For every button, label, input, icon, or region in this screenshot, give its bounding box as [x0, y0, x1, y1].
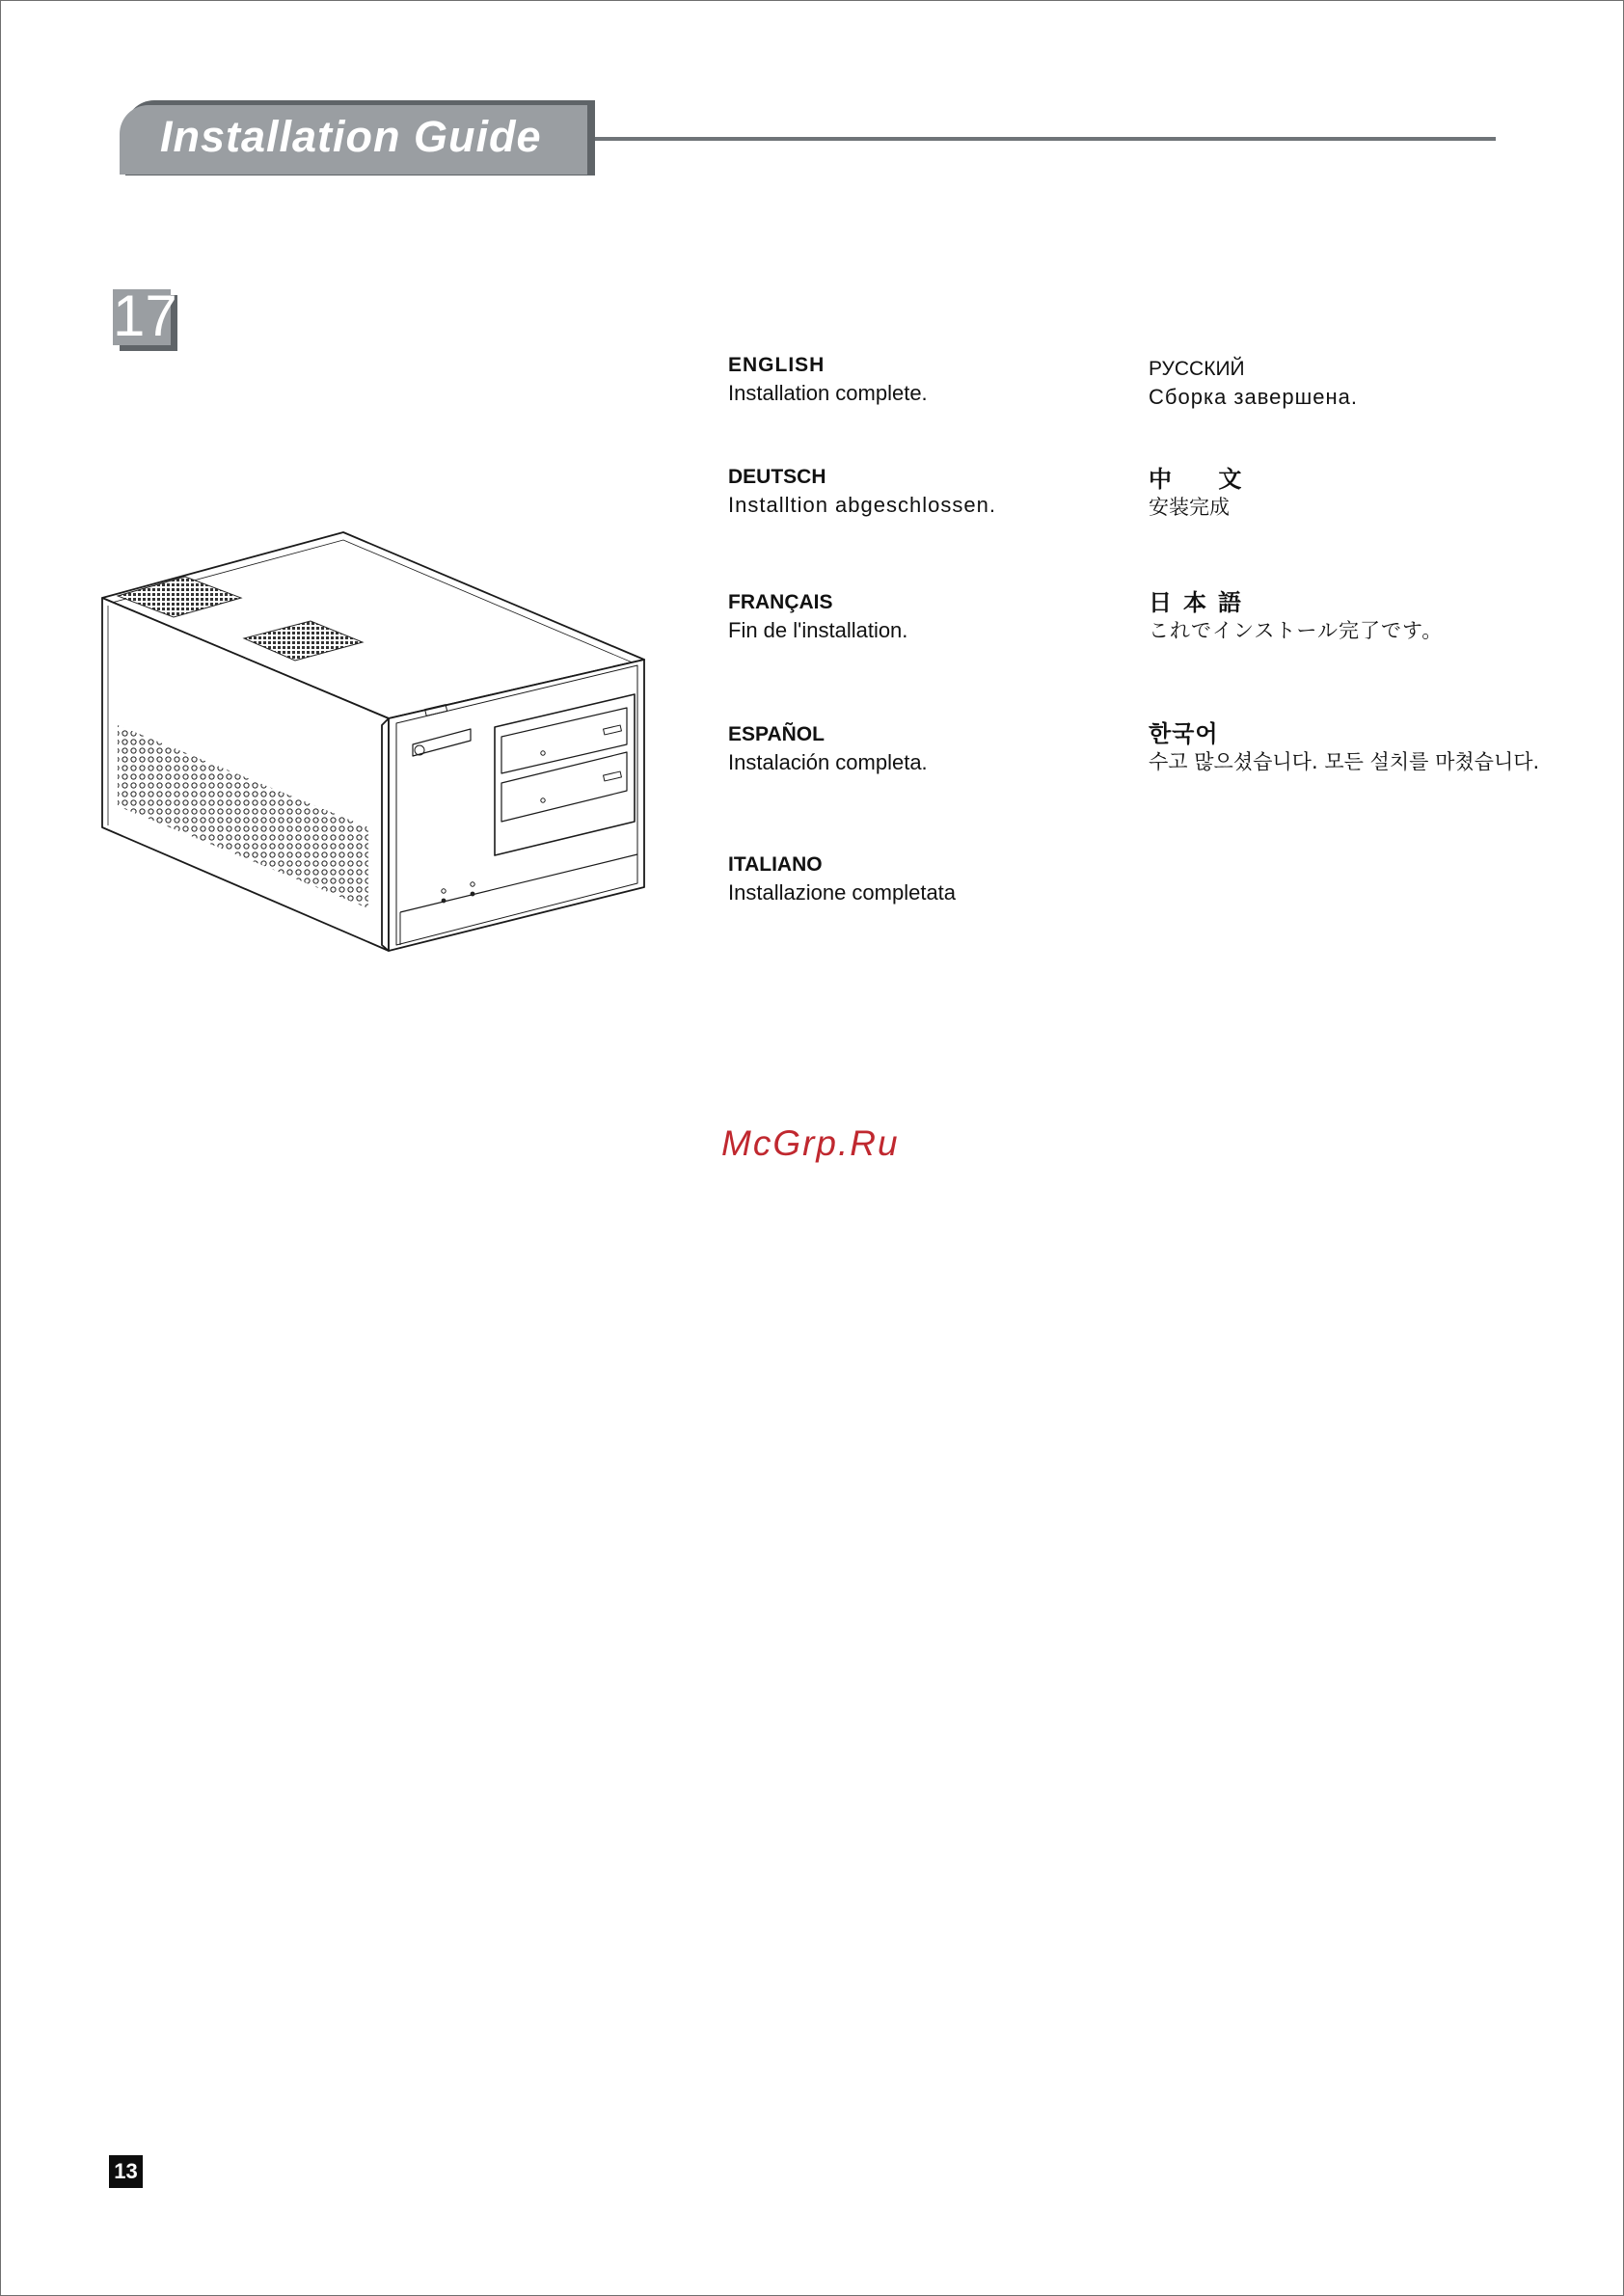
language-text: 安装完成 — [1149, 496, 1230, 519]
language-name: 日本語 — [1149, 589, 1253, 616]
language-text: Сборка завершена. — [1149, 385, 1359, 409]
language-name: ITALIANO — [728, 853, 823, 876]
language-name: DEUTSCH — [728, 466, 826, 488]
language-block-deutsch — [728, 465, 1133, 521]
language-name: ENGLISH — [728, 354, 826, 376]
step-number: 17 — [113, 284, 177, 348]
language-name: 中 文 — [1149, 466, 1261, 493]
language-text: 수고 많으셨습니다. 모든 설치를 마쳤습니다. — [1149, 750, 1540, 773]
language-block-francais — [728, 590, 1133, 646]
language-name: РУССКИЙ — [1149, 358, 1245, 380]
language-name: ESPAÑOL — [728, 723, 825, 745]
language-text: Installation complete. — [728, 381, 928, 405]
language-text: Installtion abgeschlossen. — [728, 493, 996, 517]
language-text: Instalación completa. — [728, 750, 928, 774]
header-rule — [595, 137, 1496, 141]
language-block-espanol — [728, 722, 1133, 778]
page-number: 13 — [109, 2155, 143, 2188]
language-block-chinese — [1149, 467, 1554, 523]
page-title: Installation Guide — [160, 112, 542, 161]
language-block-japanese — [1149, 590, 1554, 646]
language-name: FRANÇAIS — [728, 591, 833, 613]
language-block-italiano — [728, 852, 1133, 908]
pc-case-icon — [95, 521, 660, 964]
watermark: McGrp.Ru — [721, 1123, 900, 1163]
language-block-korean — [1149, 721, 1544, 777]
language-block-russian — [1149, 357, 1554, 413]
language-text: これでインストール完了です。 — [1149, 619, 1444, 642]
language-block-english — [728, 353, 1133, 409]
language-name: 한국어 — [1149, 720, 1219, 747]
language-text: Installazione completata — [728, 880, 957, 905]
language-text: Fin de l'installation. — [728, 618, 908, 642]
